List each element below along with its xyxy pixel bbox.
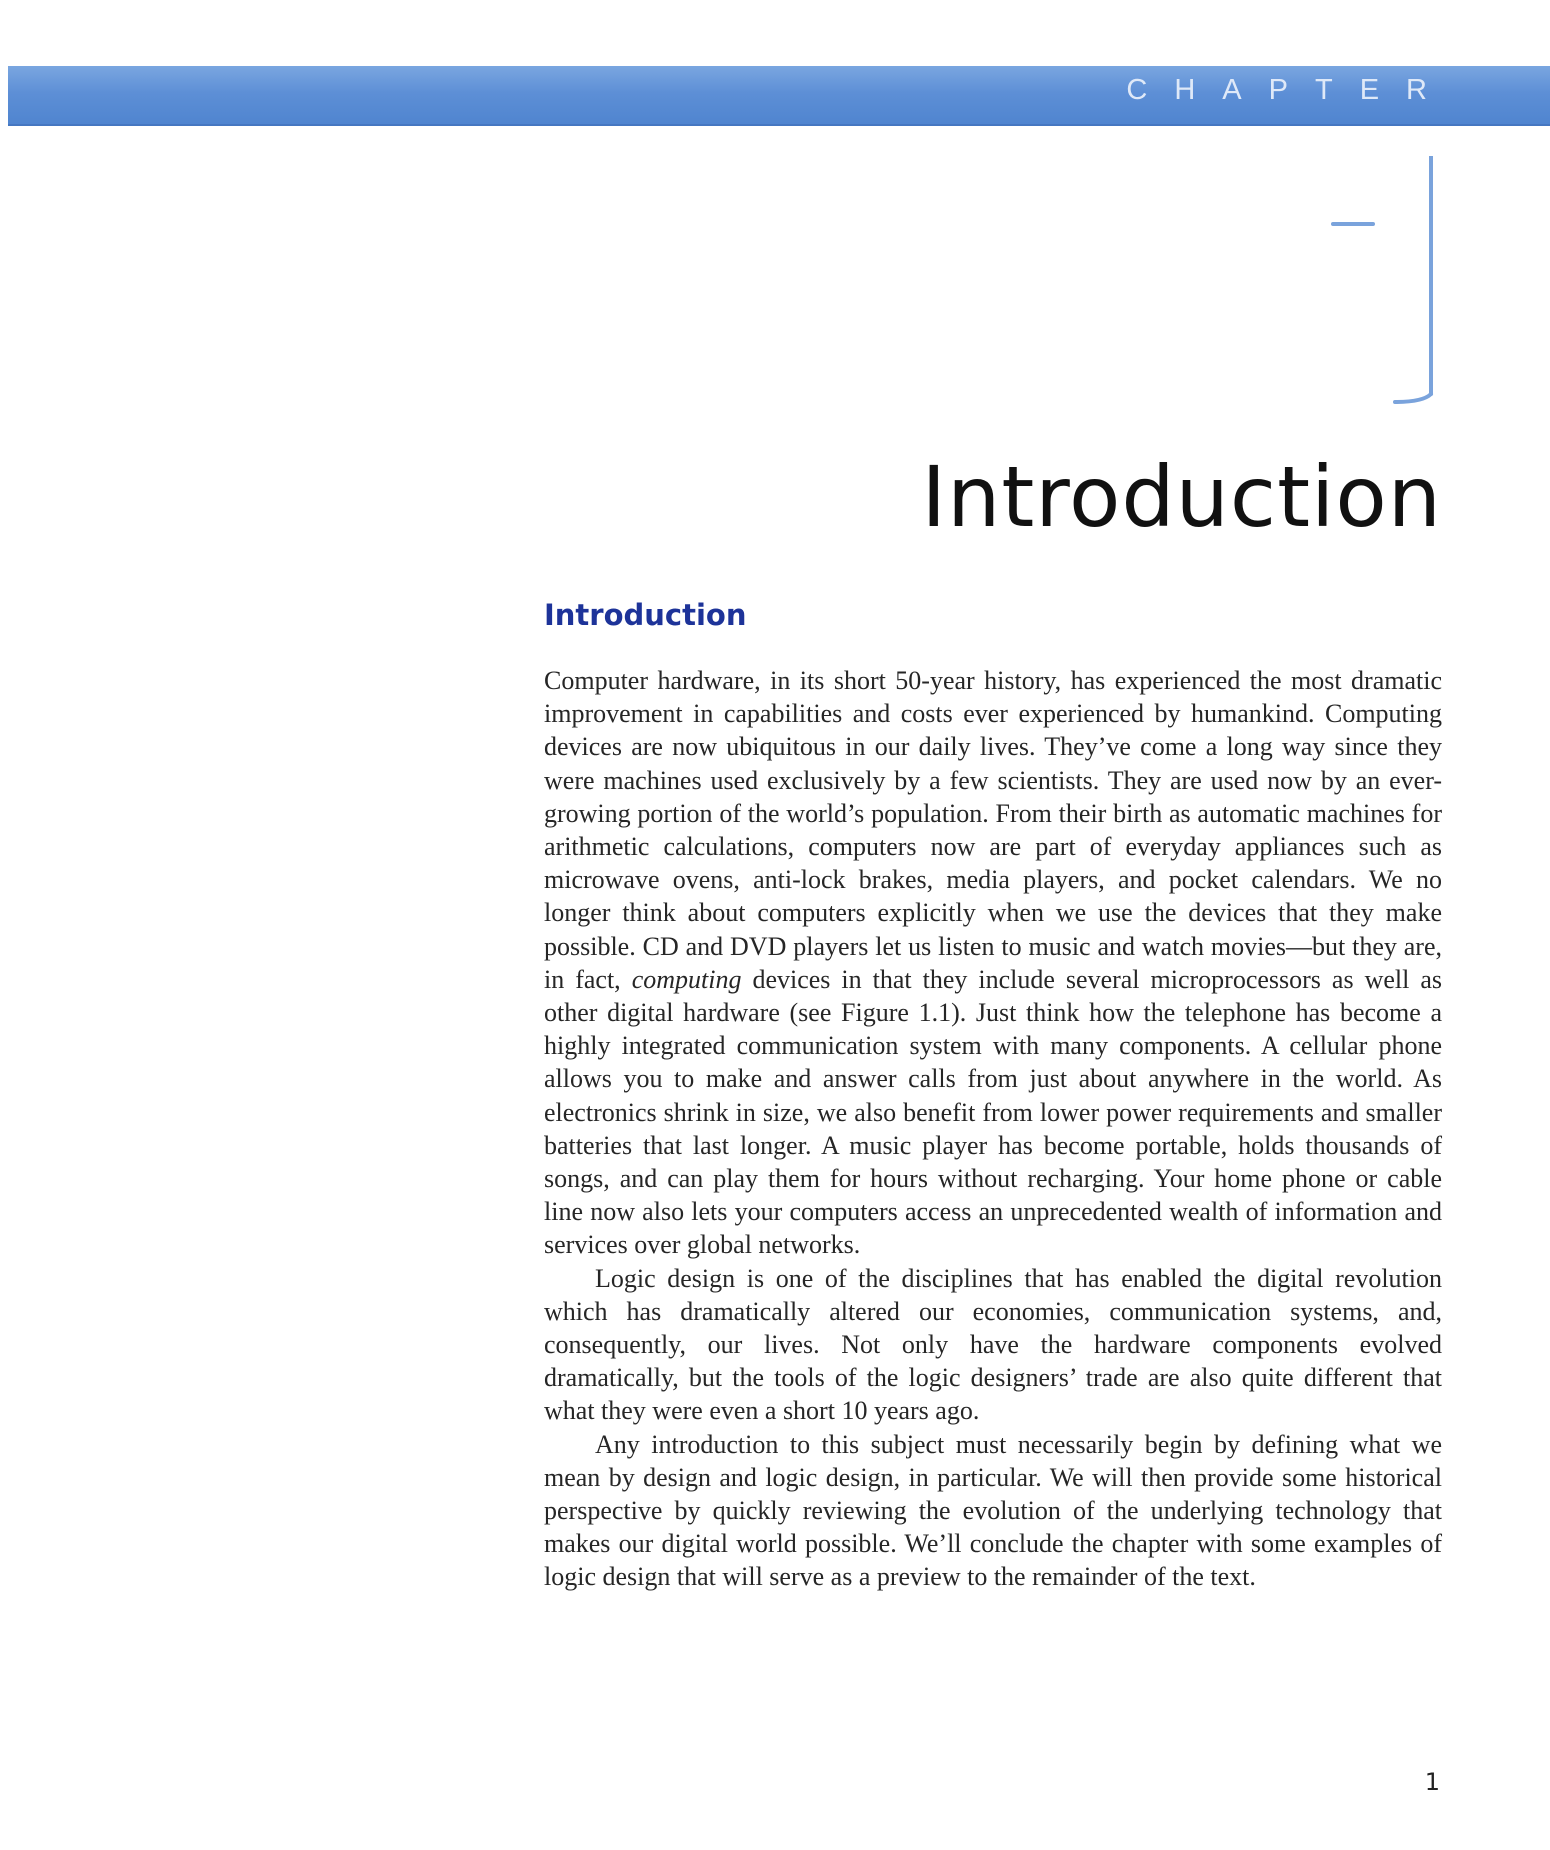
page-number: 1 [1424,1768,1440,1796]
paragraph-1 [544,664,1442,1262]
chapter-number-graphic [1325,156,1445,406]
chapter-number-foot [1395,394,1431,402]
paragraph-1-emphasis: computing [631,964,742,994]
body-text [544,664,1442,1594]
paragraph-1-end: devices in that they include several microprocessors as well as other digital hardware (see Figure 1.1). Just think how the telephone has become a highly integrated communication system with many components. A cellular phone allows you to make and answer calls from just about anywhere in the world. As electronics shrink in size, we also benefit from lower power requirements and smaller batteries that last longer. A music player has become portable, holds thousands of songs, and can play them for hours without recharging. Your home phone or cable line now also lets your computers access an unprecedented wealth of information and services over global networks. [544,964,1443,1260]
chapter-title: Introduction [921,448,1442,546]
section-heading: Introduction [544,598,747,632]
chapter-label: CHAPTER [1126,74,1454,106]
paragraph-2: Logic design is one of the disciplines that has enabled the digital revolution which has dramatically altered our economies, communication systems, and, consequently, our lives. Not only have the hardware components evolved dramatically, but the tools of the logic designers’ trade are also quite different that what they were even a short 10 years ago. [544,1263,1442,1426]
chapter-header-band [8,66,1550,126]
paragraph-1-start: Computer hardware, in its short 50-year history, has experienced the most dramatic improvement in capabilities and costs ever experienced by humankind. Computing devices are now ubiquitous in our daily lives. They’ve come a long way since they were machines used exclusively by a few scientists. They are used now by an ever-growing portion of the world’s population. From their birth as automatic machines for arithmetic calculations, computers now are part of everyday appliances such as microwave ovens, anti-lock brakes, media players, and pocket calendars. We no longer think about computers explicitly when we use the devices that they make possible. CD and DVD players let us listen to music and watch movies—but they are, in fact, [544,666,1442,994]
paragraph-3: Any introduction to this subject must necessarily begin by defining what we mean by design and logic design, in particular. We will then provide some historical perspective by quickly reviewing the evolution of the underlying technology that makes our digital world possible. We’ll conclude the chapter with some examples of logic design that will serve as a preview to the remainder of the text. [544,1429,1442,1592]
